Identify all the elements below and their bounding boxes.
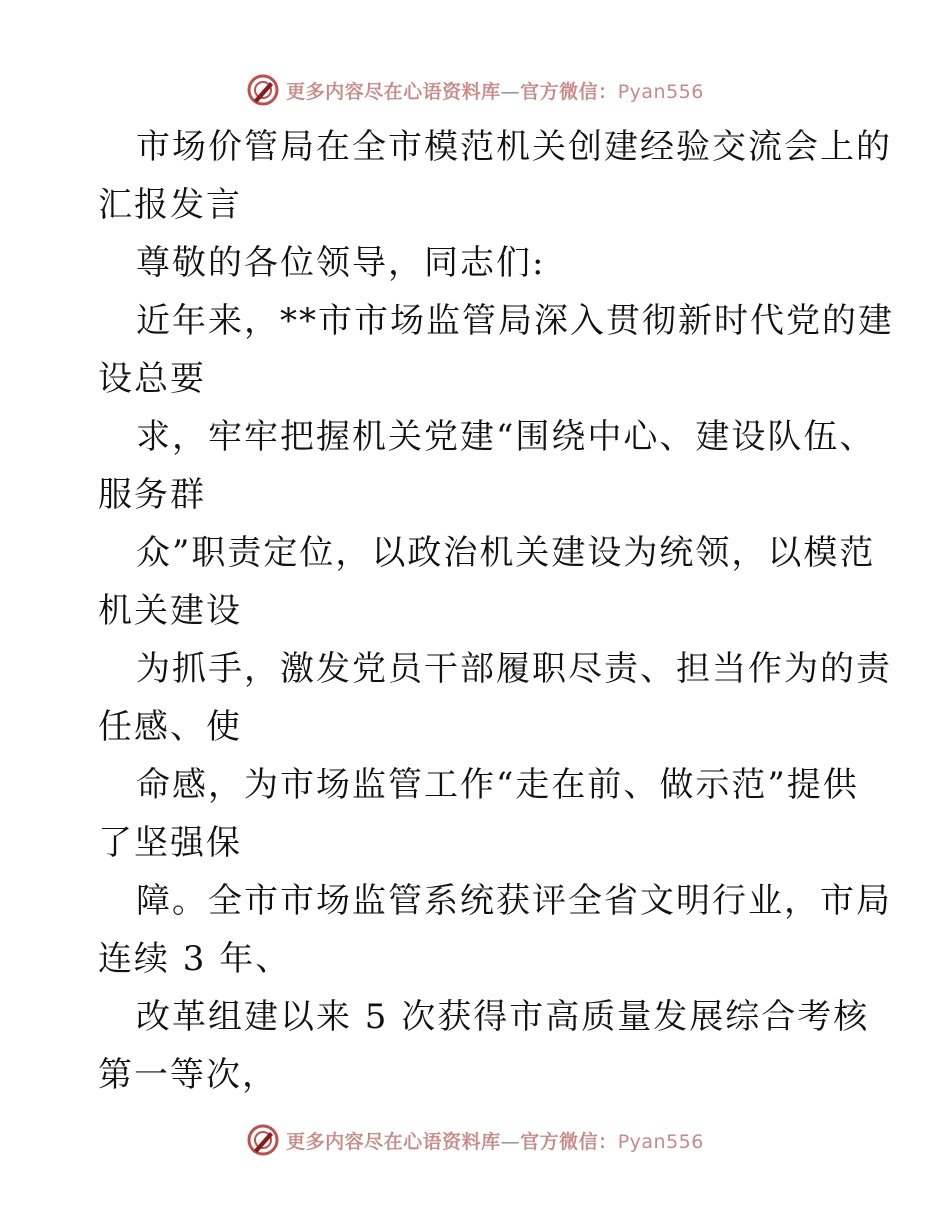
pen-circle-icon bbox=[246, 1123, 280, 1157]
title-line-2: 汇报发言 bbox=[98, 185, 242, 225]
paragraph-line: 改革组建以来 5 次获得市高质量发展综合考核 bbox=[136, 997, 870, 1037]
paragraph-continuation: 了坚强保 bbox=[98, 823, 242, 863]
paragraph-line: 众”职责定位，以政治机关建设为统领，以模范 bbox=[136, 533, 876, 573]
paragraph-line: 近年来，**市市场监管局深入贯彻新时代党的建 bbox=[136, 301, 894, 341]
paragraph bbox=[98, 988, 870, 1104]
paragraph-line: 求，牢牢把握机关党建“围绕中心、建设队伍、 bbox=[136, 417, 876, 457]
paragraph-continuation: 设总要 bbox=[98, 359, 206, 399]
watermark-wechat-id: Pyan556 bbox=[617, 80, 704, 103]
paragraph-continuation: 任感、使 bbox=[98, 707, 242, 747]
paragraph bbox=[98, 408, 876, 524]
watermark-wechat-label: 官方微信： bbox=[520, 1130, 618, 1153]
watermark-brand-text: 更多内容尽在心语资料库 bbox=[286, 1130, 501, 1153]
paragraph-continuation: 第一等次， bbox=[98, 1055, 278, 1095]
paragraph bbox=[98, 524, 876, 640]
pen-circle-icon bbox=[246, 73, 280, 107]
paragraph-line: 障。全市市场监管系统获评全省文明行业，市局 bbox=[136, 881, 892, 921]
paragraph bbox=[98, 292, 894, 408]
watermark-wechat-label: 官方微信： bbox=[520, 80, 618, 103]
greeting-text: 尊敬的各位领导，同志们: bbox=[136, 243, 546, 283]
watermark-separator: — bbox=[500, 1130, 521, 1153]
paragraph-line: 命感，为市场监管工作“走在前、做示范”提供 bbox=[136, 765, 859, 805]
watermark-separator: — bbox=[500, 80, 521, 103]
document-title bbox=[98, 118, 892, 234]
paragraph bbox=[98, 640, 892, 756]
paragraph bbox=[98, 756, 858, 872]
watermark-wechat-id: Pyan556 bbox=[617, 1130, 704, 1153]
paragraph-continuation: 机关建设 bbox=[98, 591, 242, 631]
watermark-brand-text: 更多内容尽在心语资料库 bbox=[286, 80, 501, 103]
watermark-header bbox=[0, 70, 950, 110]
paragraph-continuation: 连续 3 年、 bbox=[98, 939, 292, 979]
title-line-1: 市场价管局在全市模范机关创建经验交流会上的 bbox=[136, 127, 892, 167]
paragraph-continuation: 服务群 bbox=[98, 475, 206, 515]
paragraph bbox=[98, 872, 892, 988]
paragraph-line: 为抓手，激发党员干部履职尽责、担当作为的责 bbox=[136, 649, 892, 689]
greeting bbox=[98, 234, 858, 292]
document-body bbox=[98, 118, 894, 1104]
watermark-footer bbox=[0, 1120, 950, 1160]
